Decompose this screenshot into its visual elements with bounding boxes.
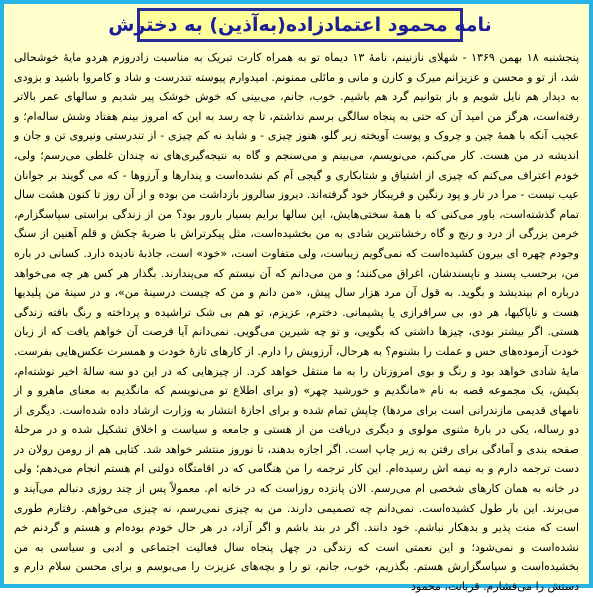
letter-body: پنجشنبه ۱۸ بهمن ۱۳۶۹ - شهلای نازنینم، نامهٔ ۱۳ دیماه تو به همراه کارت تبریک به مناسبت زادروزم هردو مایهٔ خوشحالی شد، از تو و محسن و عزیزانم میرک و کارن و مانی و مائلی ممنونم. امیدوارم پیوسته تندرست و شاد و کامروا باشید و بزودی به دیدار هم نایل شویم و باز بتوانیم گرد هم باشیم. خوب، جانم، می‌بینی که خوش خوشک پیر شدیم و سالهای عمر بالاتر رفته‌است، هرگز من امید آن که حتی به پنجاه سالگی برسم نداشتم، تا چه رسد به این که امروز بینم هفتاد وشش ساله‌ام؛ و عجیب آنکه با همهٔ چین و چروک و پوست آویخته زیر گلو، هنوز چیزی - و شاید نه کم چیزی - از تندرستی ونیروی تن و جان و اندیشه در من هست. کار می‌کنم، می‌نویسم، می‌بینم و می‌سنجم و گاه به نتیجه‌گیری‌های نه چندان غلطی می‌رسم؛ ولی، خودم اعتراف می‌کنم که چیزی از اشتیاق و شتابکاری و گیجی اَم کم نشده‌است و پندارها و آرزوها - که می گویند بر جوانان عیب نیست - مرا در تار و پود رنگین و فریبکار خود گرفته‌اند. دیروز سالروز بازداشت من بوده و از آن روز تا کنون هشت سال تمام گذشته‌است، باور می‌کنی که با همهٔ سختی‌هایش، این سالها برایم بسیار بارور بود؟ من از زندگی براستی سپاسگزارم، خرمن بزرگی از درد و رنج و گاه رخشانترین شادی به من بخشیده‌است، مثل پیکرتراش با ضربهٔ چکش و قلم آهنین از سنگ وجودم چهره ای بیرون کشیده‌است که نمی‌گویم زیباست، ولی متفاوت است، «خود» است، جاذبهٔ نادیده دارد. کسانی در باره من، برحسب پسند و ناپسندشان، اغراق می‌کنند؛ و من می‌دانم که آن نیستم که می‌پندارند. بگذار هر کس هر چه می‌خواهد درباره ام بیندیشد و بگوید. به قول آن مرد هزار سال پیش، «من دانم و من که چیست درسینهٔ من»، و در سینهٔ من پلیدیها هست و ناپاکیها، هر دو، بی سرافرازی یا پشیمانی. دخترم، عزیزم، تو هم بی شک تراشیده و پرداخته و رنگ بافته زندگی هستی. اگر بیشتر بودی، چیزها داشتی که بگویی، و تو چه شیرین می‌گویی. نمی‌دانم آیا فرصت آن خواهم یافت که از زبان خودت آزموده‌های حس و عملت را بشنوم؟ به هرحال، آرزویش را دارم. از کارهای تازهٔ خودت و همسرت عکس‌هایی بفرست. مایهٔ شادی خواهد بود و رنگ و بوی امروزتان را به ما منتقل خواهد کرد. از چیزهایی که در این دو سه سالهٔ اخیر نوشته‌ام، بکیش، یک مجموعه قصه به نام «مانگدیم و خورشید چهر» (و برای اطلاع تو می‌نویسم که مانگدیم به معنای ماهرو و از نامهای قدیمی مازندرانی است برای مردها) چاپش تمام شده و برای اجازهٔ انتشار به وزارت ارشاد داده شده‌است. دیگری از دو رساله، یکی در بارهٔ مثنوی مولوی و دیگری دریافت من از هستی و جامعه و سیاست و اخلاق تشکیل شده و در مرحلهٔ صفحه بندی و آمادگی برای رفتن به زیر چاپ است. اگر اجازه بدهند، تا نوروز منتشر خواهد شد. کتابی هم از رومن رولان در دست ترجمه دارم و به نیمه اش رسیده‌ام. این کار ترجمه را من هنگامی که در اقامتگاه دولتی ام هستم انجام می‌دهم؛ ولی در خانه به همان کارهای شخصی ام می‌رسم. الان پانزده روزاست که در خانه ام. معمولاً پس از چند روزی دنبالم می‌آیند و می‌برند. این بار طول کشیده‌است. نمی‌دانم چه تصمیمی دارند. من به چیزی نمی‌رسم، نه چیزی می‌خواهم. رفتارم طوری است که منت پذیر و بدهکار نباشم. خود دانند. اگر در بند باشم و اگر آزاد، در هر حال خودم بوده‌ام و هستم و گردنم خم نشده‌است و نمی‌شود؛ و این نعمتی است که زندگی در چهل پنجاه سال فعالیت اجتماعی و ادبی و سیاسی به من بخشیده‌است و سپاسگزارش هستم. بگذریم، خوب، جانم، تو را و بچه‌های عزیزت را می‌بوسم و برای محسن سلام دارم و دستش را می‌فشارم. قربانت، محمود [14, 51, 580, 594]
title-box [108, 8, 492, 42]
page-title: نامه محمود اعتمادزاده(به‌آذین) به دخترش [108, 14, 492, 36]
